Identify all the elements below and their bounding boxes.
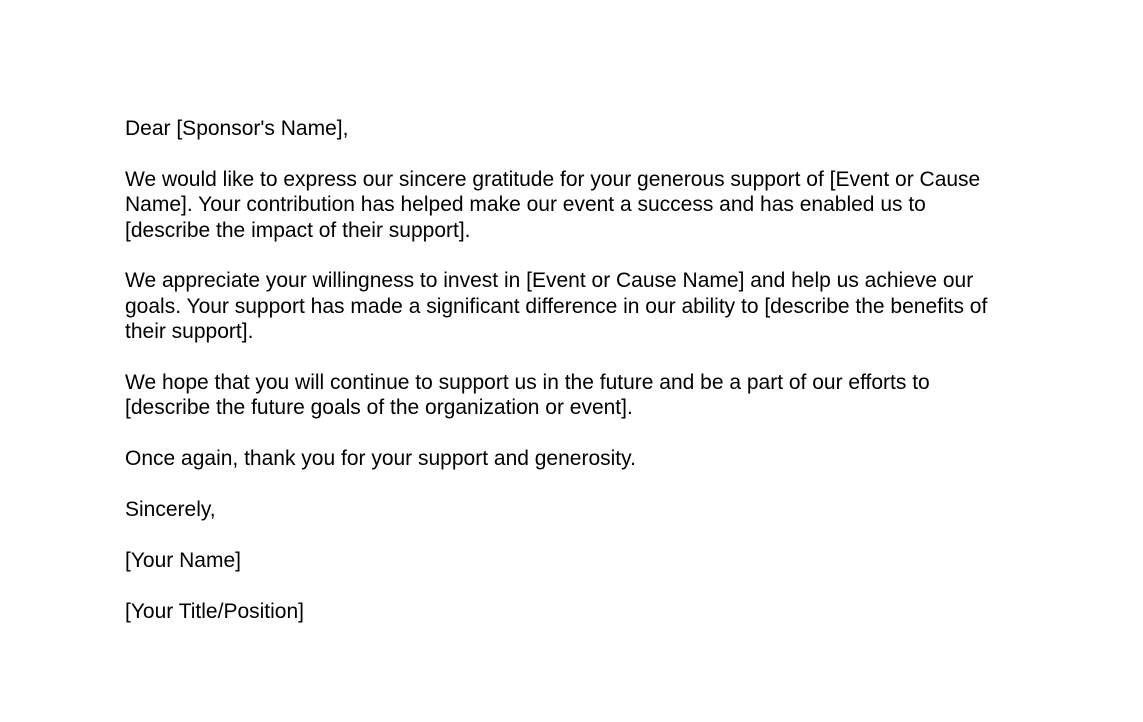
paragraph-line: We appreciate your willingness to invest in [Event or Cause Name] and help us achieve our [125, 269, 974, 293]
paragraph-line: their support]. [125, 320, 254, 344]
salutation: Dear [Sponsor's Name], [125, 117, 349, 140]
closing: Sincerely, [125, 498, 216, 522]
thanks-line: Once again, thank you for your support and generosity. [125, 447, 636, 471]
paragraph-line: [describe the impact of their support]. [125, 218, 471, 242]
paragraph-appreciation [125, 268, 1040, 344]
paragraph-future [125, 370, 1040, 421]
paragraph-line: [describe the future goals of the organization or event]. [125, 396, 633, 420]
letter-body [125, 116, 1040, 624]
paragraph-gratitude [125, 167, 1040, 243]
paragraph-line: goals. Your support has made a significant difference in our ability to [describe the benefits of [125, 294, 988, 318]
paragraph-line: We hope that you will continue to support us in the future and be a part of our efforts to [125, 371, 930, 395]
signature-name: [Your Name] [125, 548, 241, 572]
paragraph-line: We would like to express our sincere gratitude for your generous support of [Event or Cause [125, 167, 981, 191]
paragraph-line: Name]. Your contribution has helped make our event a success and has enabled us to [125, 193, 926, 217]
signature-title: [Your Title/Position] [125, 599, 304, 623]
